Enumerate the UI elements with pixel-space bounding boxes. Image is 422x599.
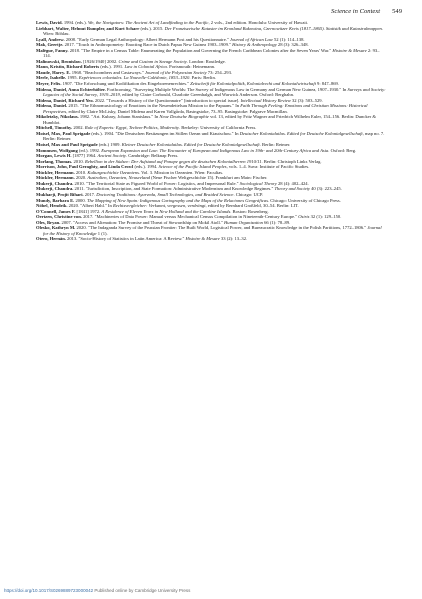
reference-author: Mann, Kristin, Richard Roberts (36, 64, 100, 70)
reference-detail: (eds.) 1909. (97, 142, 122, 148)
reference-title: Intellectual History Review (240, 97, 291, 103)
reference-detail: 2020. "The Indaganda Survey of the Prussian Frontier: The Built World, Logistical Power, and Bureaucratic Knowledge in the Polish Partitions, 1772–1806." (75, 225, 368, 231)
reference-publication: . Boston: Rosenberg. (230, 208, 269, 214)
reference-publication: . Berkeley: University of California Press. (178, 125, 257, 131)
reference-publication: , edited by Claire Corbould, Charlotte Greenhalgh, and Warwick Anderson. Oxford: Berghahn. (119, 92, 295, 98)
reference-title: Doctoring Traditions: Ayurveda, Small Technologies, and Braided Science (96, 191, 234, 197)
reference-title: Histoire & Mesure (185, 236, 220, 242)
reference-author: Olesko, Kathryn M. (36, 225, 76, 231)
reference-author: Midena, Daniel. (36, 103, 68, 109)
reference-publication: 28 (4): 402–424. (276, 180, 309, 186)
reference-publication: 2: 93–114. (43, 47, 380, 59)
reference-title: Surveys and Society: Legacies of the Social Survey, 1919–2019 (43, 86, 386, 98)
reference-detail: 2002. (72, 125, 85, 131)
reference-author: Meyer, Felix. (36, 81, 62, 87)
reference-detail: 2017. "Machineries of Data Power: Manual versus Mechanical Census Compilation in Nineteenth-Century Europe." (81, 214, 299, 220)
reference-publication: 40 (3): 223–245. (309, 186, 342, 192)
reference-detail: 1995. (66, 75, 79, 81)
reference-publication: 28 (3): 326–348. (276, 42, 309, 48)
reference-detail: (eds.). 2015. (139, 25, 165, 31)
reference-title: Rebellion in der Südsee: Der Aufstand auf Ponape gegen die deutschen Kolonialherren 1910/11 (84, 158, 262, 164)
reference-author: Oles, Bryan. (36, 219, 61, 225)
reference-author: Moisel, Max and Paul Sprigade (36, 142, 98, 148)
reference-entry (36, 225, 386, 236)
reference-author: Malègue, Fanny. (36, 47, 69, 53)
reference-title: Australien, Ozeanien, Neuseeland (87, 175, 150, 181)
reference-publication: 9: 847–869. (315, 81, 340, 87)
reference-detail: 2010. (74, 169, 88, 175)
reference-author: Morlang, Thomas. (36, 158, 73, 164)
reference-detail: [1877] 1964. (71, 153, 98, 159)
reference-entry (36, 87, 386, 98)
reference-author: Malinowski, Bronisław. (36, 58, 82, 64)
page-footer (4, 588, 190, 593)
reference-publication: . Oxford: Berg. (328, 147, 357, 153)
reference-detail: 1968. "Beachcombers and Castaways." (70, 69, 145, 75)
reference-title: Faith Through Feeling: Emotions and Christian Missions: Historical Perspectives (43, 103, 368, 114)
reference-publication: . Berlin: Christoph Links Verlag. (261, 158, 322, 164)
reference-publication: (Neue Fischer Weltgeschichte 15). Frankfurt am Main: Fischer. (149, 175, 268, 181)
doi-link[interactable]: https://doi.org/10.1017/S0269889723000042 (4, 588, 94, 593)
reference-title: Histoire & Mesure (332, 47, 367, 53)
reference-author: Nöbel, Hendrik. (36, 203, 68, 209)
reference-publication: . Chicago: UCP. (233, 191, 264, 197)
reference-title: European Expansion and Law: The Encounter of European and Indigenous Law in 19th- and 20th-Century Africa and Asia (101, 147, 329, 153)
reference-publication: , vols. 1–4. Suva: Institute of Pacific Studies. (226, 164, 310, 170)
reference-author: Mikoletzky, Nikolaus. (36, 114, 79, 120)
reference-detail: 2010. (72, 158, 85, 164)
reference-author: Mukerji, Chandra. (36, 180, 74, 186)
reference-publication: . Wien: Böhlau. (43, 25, 383, 37)
reference-title: Crime and Custom in Savage Society (118, 58, 187, 64)
reference-author: Lewis, David. (36, 20, 63, 25)
reference-title: Der Franziszeische Kataster im Kronland Bukowina, Czernowitzer Kreis (1817–1865). Statistik und Katastralmappen (164, 25, 382, 31)
reference-detail: 2018. "The Empire in a Census Table: Enumerating the Population and Governing the French Caribbean Colonies after the Seven Years' War." (68, 47, 333, 53)
journal-title: Science in Context (331, 8, 381, 15)
reference-publication: 1 (1). (96, 230, 108, 236)
reference-publication: , 2 vols., 2nd edition. Honolulu: University of Hawaii. (208, 20, 309, 25)
reference-detail: [1841] 1972. (75, 208, 102, 214)
reference-author: Mückler, Hermann. (36, 175, 75, 181)
reference-title: Rechtsvergleicher: Verkannt, vergessen, verdrängt (113, 203, 206, 209)
reference-publication: vol. 13, edited by Fritz Wagner and Friedrich Wilhelm Euler, 154–156. Berlin: Duncker & Humblot. (43, 114, 376, 125)
reference-author: Merle, Isabelle. (36, 75, 67, 81)
reference-publication: . Berlin: Reimer. (259, 142, 291, 148)
reference-author: Otero, Hernán. (36, 236, 66, 242)
reference-author: Mommsen, Wolfgang (36, 147, 78, 153)
page-number: 549 (392, 8, 402, 15)
reference-publication: 73: 254–293. (206, 69, 233, 75)
reference-detail: 2022. "Towards a History of the Questionnaire" [introduction to special issue]. (93, 97, 241, 103)
reference-title: Journal of African Law (229, 36, 273, 42)
running-header (120, 8, 402, 18)
published-note: Published online by Cambridge University Press (94, 588, 191, 593)
reference-detail: 2010. "The Territorial State as Figured World of Power: Logistics, and Impersonal Rule." (73, 180, 240, 186)
reference-title: A Residence of Eleven Years in New Holland and the Caroline Islands (101, 208, 231, 214)
reference-detail: 2007. "Access and Alienation: The Promise and Threat of Stewardship on Mokil Atoll." (60, 219, 224, 225)
reference-title: Sociological Theory (239, 180, 277, 186)
reference-publication: . Paris: Berlin. (189, 75, 216, 81)
reference-publication: , map no. 7. Berlin: Reimer. (43, 130, 385, 142)
reference-entry (36, 131, 386, 142)
reference-entry (36, 103, 386, 114)
reference-title: We, the Navigators: The Ancient Art of Landfinding in the Pacific (87, 20, 209, 25)
reference-title: Journal of the Polynesian Society (144, 69, 207, 75)
reference-publication: 52 (1): 114–138. (272, 36, 305, 42)
reference-title: Ancient Society (97, 153, 126, 159)
reference-detail: 2015. "The Ethnomusicology of Emotions in the Neuendettelsau Mission to the Papuans." In (67, 103, 241, 109)
reference-title: The Mapping of New Spain: Indigenous Cartography and the Maps of the Relaciones Geográficas (86, 197, 268, 203)
reference-entry (36, 48, 386, 59)
reference-title: Law in Colonial Africa (124, 64, 167, 70)
reference-detail: (eds.). 1994. (133, 164, 159, 170)
reference-detail: (ed.). 1992. (77, 147, 102, 153)
reference-author: Mitchell, Timothy. (36, 125, 73, 131)
reference-detail: 1982. "Art. Kubary, Johann Stanislaus." In (78, 114, 160, 120)
reference-publication: 32 (3): 503–529. (290, 97, 323, 103)
reference-detail: [1926/1940] 2002. (82, 58, 119, 64)
reference-title: Rule of Experts: Egypt, Techno-Politics, Modernity (84, 125, 179, 131)
reference-author: Maude, Harry. E. (36, 69, 71, 75)
reference-detail: 2008. "Early German Legal Anthropology: Albert Hermann Post and his Questionnaire." (64, 36, 230, 42)
reference-author: O'Connell, James F. (36, 208, 76, 214)
reference-title: Kulturgeschichte Ozeaniens (87, 169, 139, 175)
reference-detail: 1994. (eds.). (62, 20, 88, 25)
reference-author: Mundy, Barbara E. (36, 197, 75, 203)
reference-author: Midena, Daniel, Richard Yeo. (36, 97, 94, 103)
reference-title: Deutscher Kolonialatlas. Edited for Deutsche Kolonialgesellschaft (239, 130, 363, 136)
reference-publication: . Cambridge: Belknap Press. (125, 153, 179, 159)
reference-author: Mak, Geertje. (36, 42, 64, 48)
reference-entry (36, 114, 386, 125)
reference-author: Oertzen, Christine von. (36, 214, 82, 220)
reference-publication: , edited by Bernhard Großfeld, 30–54. Berlin: LIT. (205, 203, 299, 209)
reference-title: Kleiner Deutscher Kolonialatlas. Edited for Deutsche Kolonialgesellschaft (121, 142, 260, 148)
reference-title: History & Anthropology (232, 42, 277, 48)
reference-detail: 2017. "Touch in Anthropometry: Enacting Race in Dutch Papua New Guinea 1903–1909." (63, 42, 233, 48)
reference-title: Human Organization (223, 219, 263, 225)
reference-detail: 2011. "Jurisdiction, Inscription, and State Formation: Administrative Modernism and Knowledge Regimes." (73, 186, 275, 192)
reference-detail: 2020. "Albert Hahl." In (67, 203, 113, 209)
reference-publication: . Vol. 3. Mission in Ozeanien. Wien: Facultas. (138, 169, 224, 175)
reference-publication: . London: Routledge. (186, 58, 226, 64)
reference-publication: 32 (1): 129–150. (309, 214, 342, 220)
reference-detail: 2020. (74, 175, 88, 181)
reference-detail: 2013. "Socio-History of Statistics in Latin America: A Review." (65, 236, 186, 242)
reference-detail: 2017. (83, 191, 97, 197)
reference-detail: Forthcoming. "Surveying Multiple Worlds: The Survey of Indigenous Law in Germany and German New Guinea, 1907–1930." In (105, 86, 348, 92)
reference-list (36, 20, 386, 242)
reference-author: Mückler, Hermann. (36, 169, 75, 175)
reference-title: Journal for the History of Knowledge (43, 225, 382, 236)
reference-author: Morrison, John, Paul Geraghty, and Linda Crowl (36, 164, 134, 170)
reference-entry (36, 236, 386, 242)
reference-entry (36, 26, 386, 37)
reference-detail: 2000. (74, 197, 87, 203)
reference-title: Science of the Pacific Island Peoples (158, 164, 227, 170)
reference-detail: (eds.). 1904. "Die Deutschen Besitzungen im Stillen Ozean und Kiautschou." In (90, 130, 240, 136)
reference-author: Midena, Daniel, Anna Echterhölter. (36, 86, 106, 92)
reference-title: Theory and Society (274, 186, 310, 192)
reference-author: Morgan, Lewis H. (36, 153, 72, 159)
reference-publication: , edited by Claire McLisky, Daniel Midena and Karen Vallgårda, Basingstoke, 73–95. Basingstoke: Palgrave Macmillan. (66, 108, 288, 114)
reference-publication: 66 (1): 78–89. (262, 219, 291, 225)
reference-publication: 33 (2): 13–32. (219, 236, 248, 242)
reference-title: Osiris (298, 214, 310, 220)
reference-author: Lyall, Andrew. (36, 36, 65, 42)
reference-detail: 1907. "Die Erforschung und Kodifikation des Eingeborenenrechtes." (61, 81, 191, 87)
reference-author: Moisel, Max, Paul Sprigade (36, 130, 91, 136)
reference-author: Liebhart, Walter, Helmut Rumpler, and Kurt Scharr (36, 25, 140, 31)
reference-author: Mukharji, Projit Bihari. (36, 191, 84, 197)
reference-author: Mukerji, Chandra. (36, 186, 74, 192)
reference-title: Expériences coloniales. La Nouvelle-Calédonie, 1853–1920 (78, 75, 190, 81)
reference-title: Neue Deutsche Biographie (159, 114, 209, 120)
reference-detail: (eds.). 1991. (99, 64, 125, 70)
reference-title: Zeitschrift für Kolonialpolitik, Kolonialrecht und Kolonialwirtschaft (190, 81, 316, 87)
reference-publication: . Chicago: University of Chicago Press. (268, 197, 341, 203)
reference-publication: . Portsmouth: Heinemann. (166, 64, 216, 70)
